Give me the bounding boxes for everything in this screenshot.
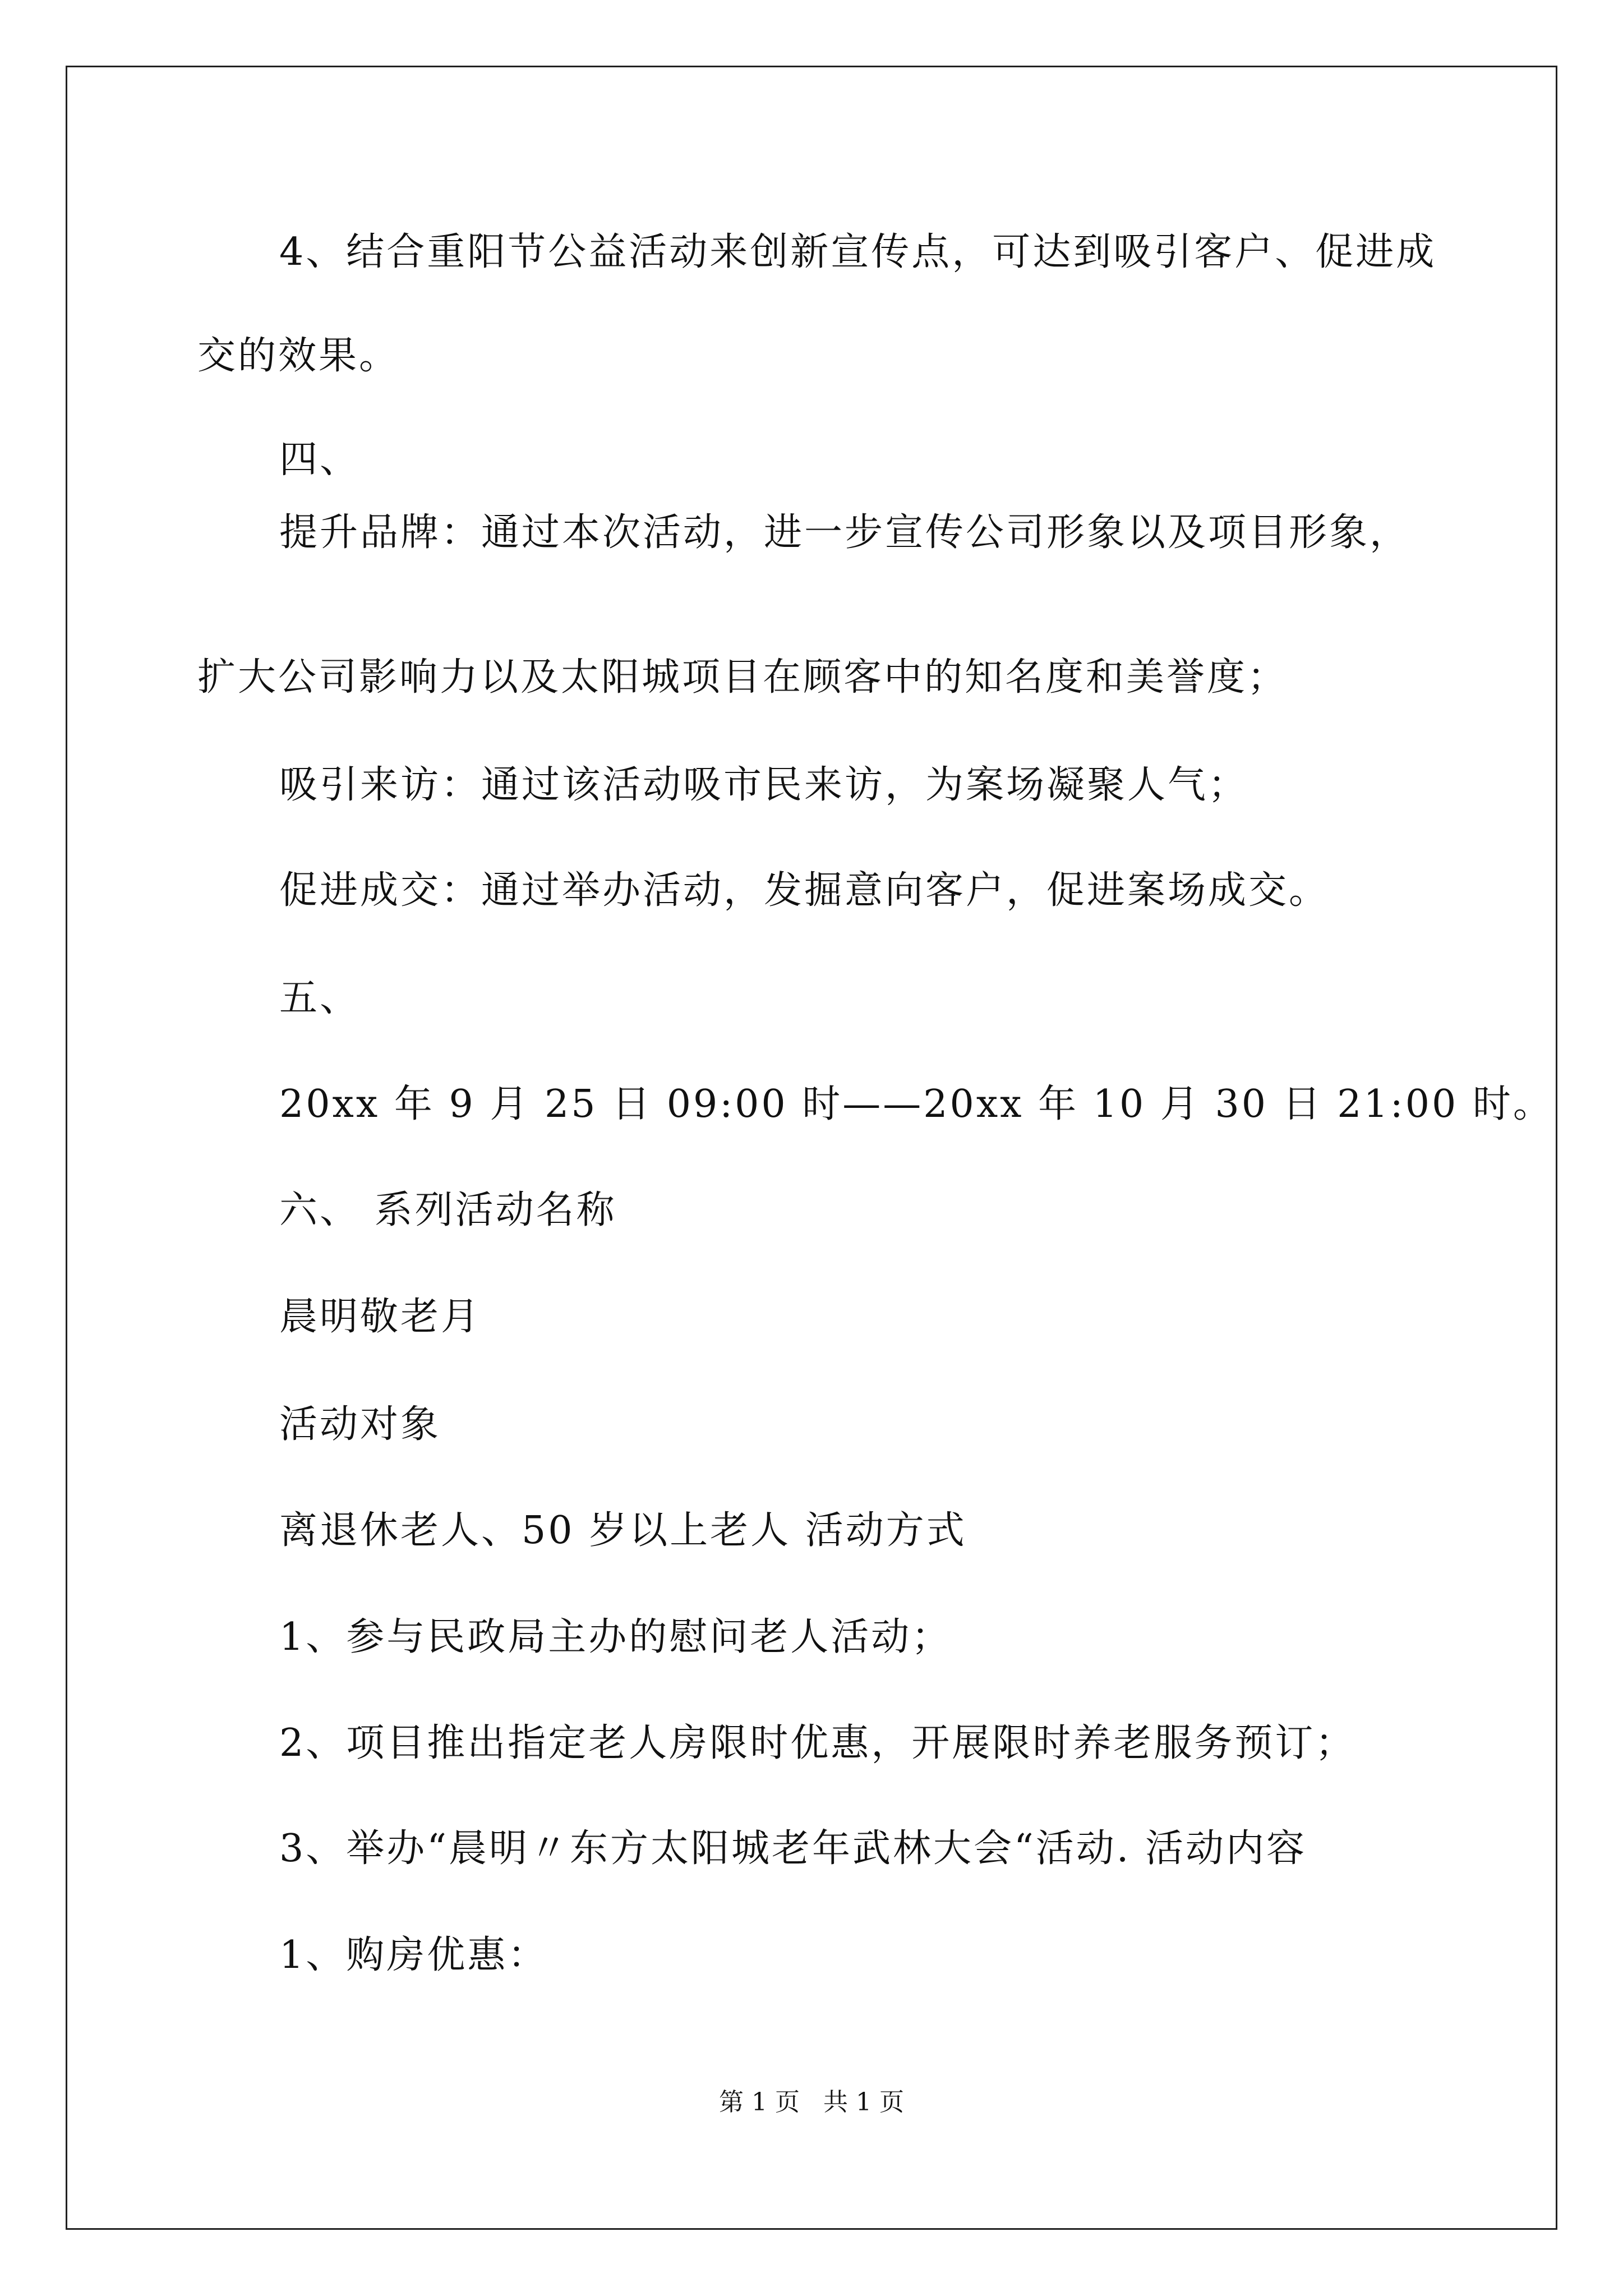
- list-item: 1、参与民政局主办的慰问老人活动；: [279, 1615, 952, 1659]
- section-heading: 四、: [279, 438, 361, 482]
- paragraph-line: 活动对象: [279, 1402, 441, 1447]
- list-item: 1、购房优惠：: [279, 1933, 548, 1977]
- paragraph-line: 吸引来访：通过该活动吸市民来访，为案场凝聚人气；: [279, 763, 1249, 807]
- page-border: [66, 66, 1557, 2230]
- paragraph-line: 扩大公司影响力以及太阳城项目在顾客中的知名度和美誉度；: [197, 655, 1288, 700]
- page-footer: 第 1 页 共 1 页: [719, 2088, 904, 2116]
- paragraph-line: 离退休老人、50 岁以上老人 活动方式: [279, 1508, 967, 1553]
- paragraph-line: 4、结合重阳节公益活动来创新宣传点，可达到吸引客户、促进成: [279, 230, 1437, 274]
- date-range-line: 20xx 年 9 月 25 日 09:00 时——20xx 年 10 月 30 日 21:00 时。: [279, 1082, 1553, 1126]
- paragraph-line: 提升品牌：通过本次活动，进一步宣传公司形象以及项目形象，: [279, 510, 1410, 555]
- list-item: 3、举办“晨明〃东方太阳城老年武林大会“活动. 活动内容: [279, 1826, 1307, 1871]
- section-heading: 五、: [279, 976, 361, 1020]
- list-item: 2、项目推出指定老人房限时优惠，开展限时养老服务预订；: [279, 1721, 1356, 1765]
- paragraph-line: 交的效果。: [197, 334, 400, 378]
- paragraph-line: 促进成交：通过举办活动，发掘意向客户，促进案场成交。: [279, 868, 1330, 913]
- section-heading: 六、 系列活动名称: [279, 1188, 617, 1232]
- paragraph-line: 晨明敬老月: [279, 1295, 482, 1339]
